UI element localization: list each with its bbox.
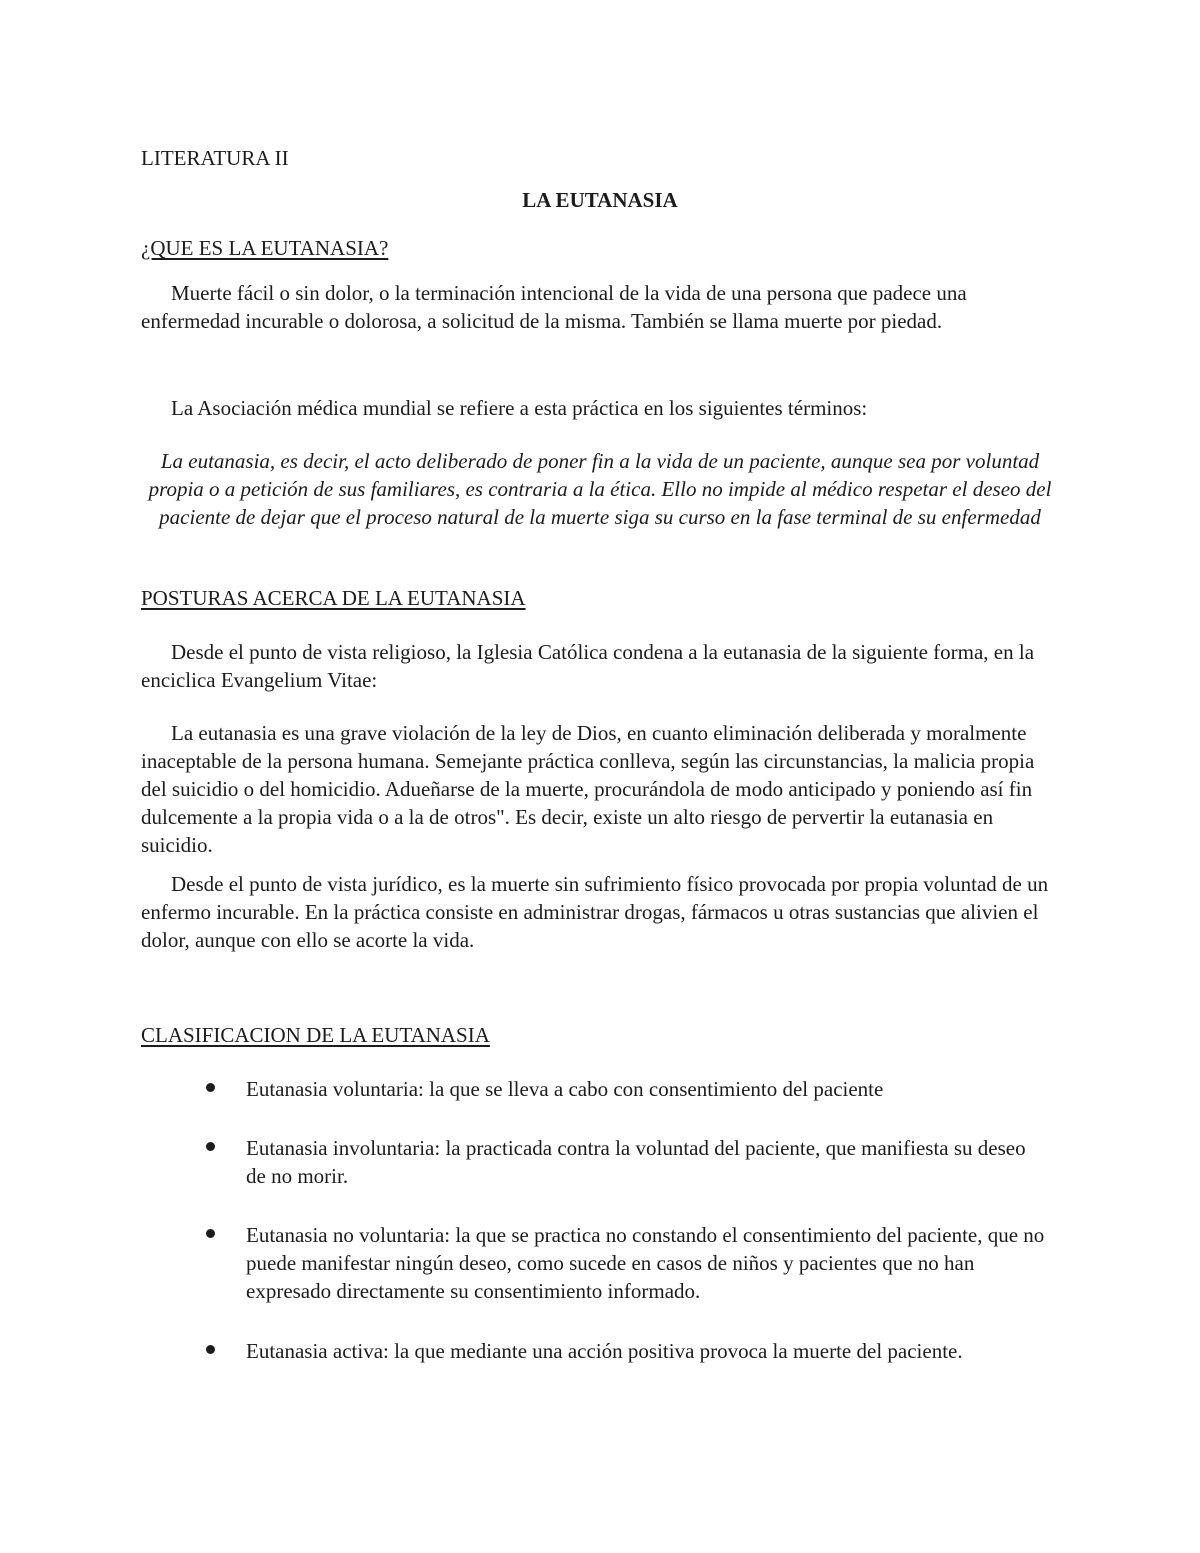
paragraph-evangelium: La eutanasia es una grave violación de la ley de Dios, en cuanto eliminación deliberada y moralmente inaceptable de la persona humana. Semejante práctica conlleva, según las circunstancias, la malicia propia del suicidio o del homicidio. Adueñarse de la muerte, procurándola de modo anticipado y poniendo así fin dulcemente a la propia vida o a la de otros". Es decir, existe un alto riesgo de pervertir la eutanasia en suicidio. [141, 721, 1035, 857]
list-item-text: Eutanasia involuntaria: la practicada contra la voluntad del paciente, que manifiesta su deseo de no morir. [246, 1136, 1026, 1188]
paragraph-asociacion: La Asociación médica mundial se refiere a esta práctica en los siguientes términos: [171, 396, 868, 420]
quote-asociacion: La eutanasia, es decir, el acto deliberado de poner fin a la vida de un paciente, aunque sea por voluntad propia o a petición de sus familiares, es contraria a la ética. Ello no impide al médico respetar el deseo del paciente de dejar que el proceso natural de la muerte siga su curso en la fase terminal de su enfermedad [148, 449, 1052, 529]
bullet-icon [206, 1229, 215, 1238]
section-heading-classification: CLASIFICACION DE LA EUTANASIA [141, 1023, 490, 1047]
bullet-icon [206, 1083, 215, 1092]
list-item-text: Eutanasia activa: la que mediante una acción positiva provoca la muerte del paciente. [246, 1339, 963, 1363]
list-item-text: Eutanasia voluntaria: la que se lleva a cabo con consentimiento del paciente [246, 1077, 884, 1101]
bullet-icon [206, 1142, 215, 1151]
paragraph-definition: Muerte fácil o sin dolor, o la terminación intencional de la vida de una persona que padece una enfermedad incurable o dolorosa, a solicitud de la misma. También se llama muerte por piedad. [141, 281, 967, 333]
paragraph-religious: Desde el punto de vista religioso, la Iglesia Católica condena a la eutanasia de la siguiente forma, en la enciclica Evangelium Vitae: [141, 640, 1035, 692]
document-title [0, 186, 1200, 214]
list-item-text: Eutanasia no voluntaria: la que se practica no constando el consentimiento del paciente, que no puede manifestar ningún deseo, como sucede en casos de niños y pacientes que no han expresado directamente su consentimiento informado. [246, 1223, 1045, 1303]
bullet-icon [206, 1345, 215, 1354]
document-title-text: LA EUTANASIA [522, 188, 678, 212]
paragraph-juridical: Desde el punto de vista jurídico, es la muerte sin sufrimiento físico provocada por propia voluntad de un enfermo incurable. En la práctica consiste en administrar drogas, fármacos u otras sustancias que alivien el dolor, aunque con ello se acorte la vida. [141, 872, 1049, 952]
course-label: LITERATURA II [141, 146, 289, 170]
section-heading-postures: POSTURAS ACERCA DE LA EUTANASIA [141, 586, 526, 610]
section-heading-what-is: ¿QUE ES LA EUTANASIA? [141, 236, 389, 260]
